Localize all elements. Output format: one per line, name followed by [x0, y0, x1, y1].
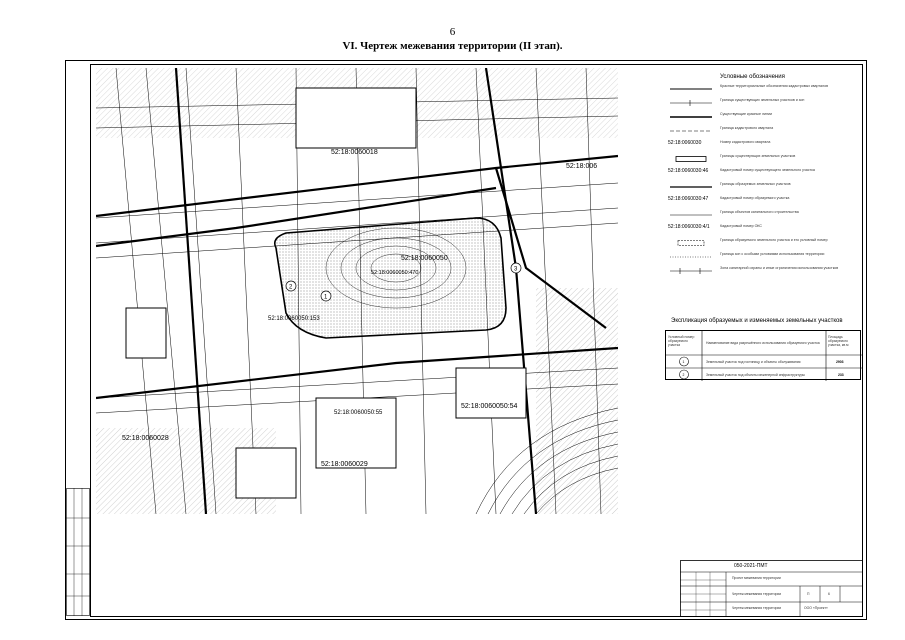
- legend-row: [668, 154, 858, 164]
- legend-code: 52:18:0060030:4/1: [668, 224, 710, 230]
- legend-text: Зона санитарной охраны и иные ограничения использования участков: [720, 266, 839, 270]
- parcel-label: 52:18:006: [566, 163, 598, 170]
- legend-symbol: [670, 240, 712, 246]
- legend-code: 52:18:0060030:47: [668, 196, 709, 202]
- legend-text: Граница кадастрового квартала: [720, 126, 774, 130]
- page-number: 6: [449, 26, 456, 38]
- legend-text: Границы образуемых земельных участков: [720, 182, 791, 186]
- hatched-zone-right: [536, 288, 618, 514]
- explication-num: 1: [682, 359, 685, 364]
- legend-row: [668, 140, 858, 150]
- legend-text: Номер кадастрового квартала: [720, 140, 771, 144]
- explication-table: [665, 330, 861, 380]
- title-block-code: 050-2021-ПМТ: [734, 563, 768, 569]
- legend-row: [668, 168, 858, 178]
- page-title: VI. Чертеж межевания территории (II этап).: [342, 40, 563, 52]
- explication-block: [665, 318, 861, 380]
- parcel-label: 52:18:0060050:153: [268, 316, 320, 322]
- legend-text: Граница образуемого земельного участка и его условный номер: [720, 238, 828, 242]
- parcel-label: 52:18:0060050:55: [334, 410, 383, 416]
- legend-text: Граница существующих земельных участков и зон: [720, 98, 805, 102]
- title-block-sheet-title: Чертеж межевания территории: [732, 592, 782, 596]
- cadastral-map: [96, 68, 618, 514]
- parcel-label: 52:18:0060050:470: [371, 270, 419, 276]
- parcel-label: 52:18:0060028: [122, 435, 169, 442]
- legend-row: [668, 196, 858, 206]
- zone-marker: 3: [514, 266, 518, 273]
- legend-row: [668, 98, 858, 108]
- parcel-label: 52:18:0060029: [321, 461, 368, 468]
- title-block-sheet: 6: [828, 592, 830, 596]
- legend-symbol: [670, 268, 712, 274]
- explication-title: Экспликация образуемых и изменяемых земельных участков: [671, 318, 843, 324]
- map-svg: [96, 68, 618, 514]
- legend-text: Границы существующих земельных участков: [720, 154, 796, 158]
- legend-code: 52:18:0060030:46: [668, 168, 709, 174]
- parcel-label: 52:18:0060050:54: [461, 403, 518, 410]
- legend-row: [668, 210, 858, 220]
- legend-text: Граница объектов капитального строительства: [720, 210, 799, 214]
- legend-row: [668, 112, 858, 122]
- title-block-project: Проект межевания территории: [732, 576, 781, 580]
- legend-row: [668, 266, 858, 302]
- legend-row: [668, 252, 858, 262]
- legend-row: [668, 84, 858, 94]
- legend-title: Условные обозначения: [720, 74, 785, 80]
- parcel-label: 52:18:0060050: [401, 255, 448, 262]
- legend-symbol: [670, 156, 712, 162]
- explication-name: Земельный участок под объекты инженерной инфраструктуры: [706, 372, 805, 377]
- legend-symbol: [670, 254, 712, 260]
- legend-row: [668, 126, 858, 136]
- title-block-org: ООО «Проект»: [804, 606, 828, 610]
- legend-text: Кадастровый номер образуемого участка: [720, 196, 790, 200]
- legend-symbol: [670, 114, 712, 120]
- legend-text: Красные территориальные обозначения кадастровых кварталов: [720, 84, 829, 88]
- legend-row: [668, 224, 858, 234]
- legend-symbol: [670, 212, 712, 218]
- legend-symbol: [670, 100, 712, 106]
- zone-marker: 2: [289, 284, 293, 291]
- explication-header: Условный номер образуемого участка: [668, 335, 695, 347]
- legend-symbol: [670, 86, 712, 92]
- legend-text: Кадастровый номер ОКС: [720, 224, 763, 228]
- legend-text: Кадастровый номер существующего земельного участка: [720, 168, 815, 172]
- legend-text: Существующие красные линии: [720, 112, 773, 116]
- explication-name: Земельный участок под гостиницу и объекты обслуживания: [706, 359, 801, 364]
- title-block-stage: П: [807, 592, 810, 596]
- explication-area: 2903: [836, 359, 844, 364]
- parcel-label: 52:18:0060018: [331, 149, 378, 156]
- title-block: [680, 560, 863, 617]
- legend-symbol: [670, 184, 712, 190]
- explication-area: 233: [838, 372, 844, 377]
- legend-symbol: [670, 128, 712, 134]
- legend: [668, 68, 858, 308]
- side-stamp: [66, 488, 90, 616]
- legend-text: Граница зон с особыми условиями использования территории: [720, 252, 825, 256]
- explication-header: Площадь образуемого участка, кв.м: [828, 335, 849, 347]
- explication-num: 2: [682, 372, 685, 377]
- legend-row: [668, 238, 858, 248]
- title-block-sheet-title-2: Чертеж межевания территории: [732, 606, 782, 610]
- legend-row: [668, 182, 858, 192]
- legend-code: 52:18:0060030: [668, 140, 702, 146]
- explication-header: Наименование вида разрешённого использования образуемого участка: [706, 341, 820, 345]
- zone-marker: 1: [324, 294, 328, 301]
